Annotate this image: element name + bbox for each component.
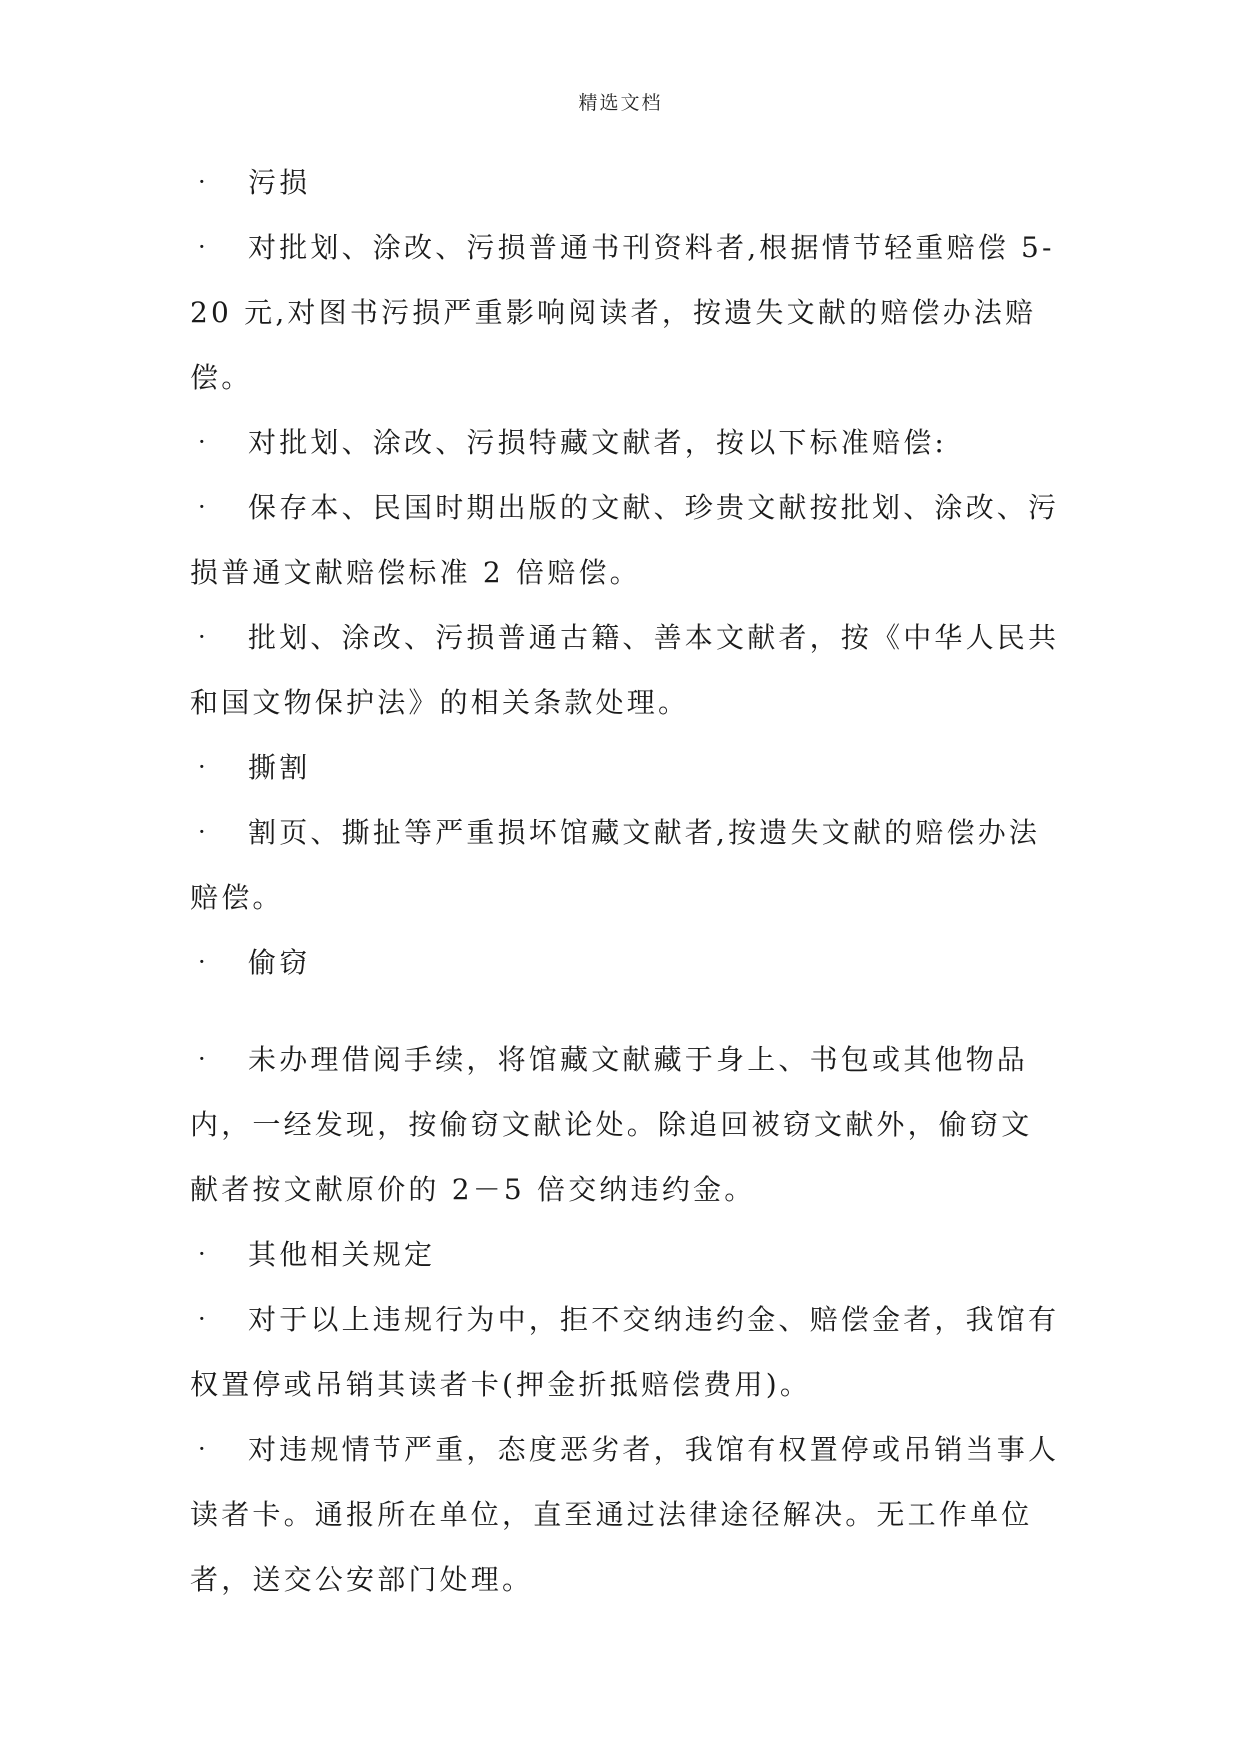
- list-item: [190, 735, 1060, 800]
- bullet-icon: ·: [198, 493, 209, 521]
- list-item: [190, 475, 1060, 605]
- page-header: 精选文档: [578, 92, 663, 114]
- bullet-icon: ·: [198, 1240, 209, 1268]
- list-item: [190, 800, 1060, 930]
- list-item-text: 对批划、涂改、污损普通书刊资料者,根据情节轻重赔偿 5-20 元,对图书污损严重影响阅读者，按遗失文献的赔偿办法赔偿。: [190, 231, 1055, 394]
- list-item: [190, 410, 1060, 475]
- bullet-icon: ·: [198, 623, 209, 651]
- list-item: [190, 215, 1060, 410]
- bullet-icon: ·: [198, 753, 209, 781]
- bullet-icon: ·: [198, 1435, 209, 1463]
- list-item: [190, 1027, 1060, 1222]
- list-item-text: 偷窃: [248, 946, 311, 979]
- bullet-icon: ·: [198, 948, 209, 976]
- list-item-text: 批划、涂改、污损普通古籍、善本文献者，按《中华人民共和国文物保护法》的相关条款处理。: [190, 621, 1060, 719]
- list-item: [190, 1287, 1060, 1417]
- list-item: [190, 605, 1060, 735]
- list-item-text: 其他相关规定: [248, 1238, 436, 1271]
- bullet-icon: ·: [198, 1045, 209, 1073]
- bullet-icon: ·: [198, 1305, 209, 1333]
- list-item-text: 对于以上违规行为中，拒不交纳违约金、赔偿金者，我馆有权置停或吊销其读者卡(押金折抵赔偿费用)。: [190, 1303, 1060, 1401]
- document-body: [190, 150, 1060, 1612]
- list-item: [190, 930, 1060, 995]
- bullet-icon: ·: [198, 233, 209, 261]
- list-item-text: 保存本、民国时期出版的文献、珍贵文献按批划、涂改、污损普通文献赔偿标准 2 倍赔偿。: [190, 491, 1060, 589]
- list-item-text: 撕割: [248, 751, 311, 784]
- list-item-text: 割页、撕扯等严重损坏馆藏文献者,按遗失文献的赔偿办法赔偿。: [190, 816, 1041, 914]
- list-item: [190, 1222, 1060, 1287]
- list-item-text: 对批划、涂改、污损特藏文献者，按以下标准赔偿:: [248, 426, 948, 459]
- list-item: [190, 150, 1060, 215]
- bullet-icon: ·: [198, 428, 209, 456]
- bullet-icon: ·: [198, 168, 209, 196]
- list-item-text: 未办理借阅手续，将馆藏文献藏于身上、书包或其他物品内，一经发现，按偷窃文献论处。除追回被窃文献外，偷窃文献者按文献原价的 2－5 倍交纳违约金。: [190, 1043, 1033, 1206]
- list-item-text: 对违规情节严重，态度恶劣者，我馆有权置停或吊销当事人读者卡。通报所在单位，直至通过法律途径解决。无工作单位者，送交公安部门处理。: [190, 1433, 1060, 1596]
- list-item: [190, 1417, 1060, 1612]
- bullet-icon: ·: [198, 818, 209, 846]
- list-item-text: 污损: [248, 166, 311, 199]
